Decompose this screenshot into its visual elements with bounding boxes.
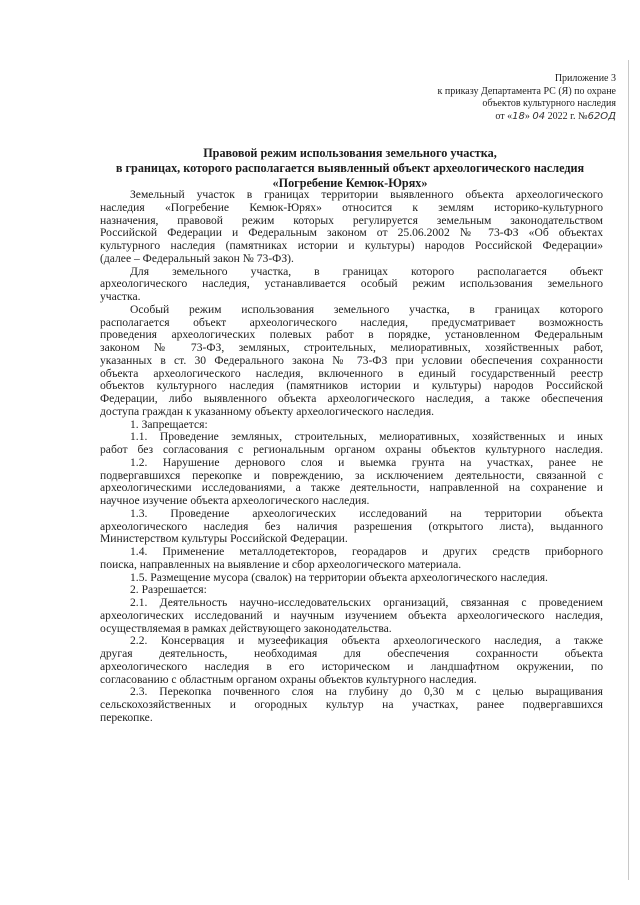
body-line: (далее – Федеральный закон № 73-ФЗ). [100,251,294,265]
body-line: 1.4. Применение металлодетекторов, георадаров и других средств приборного [130,545,603,558]
body-line: научное изучение объекта археологического наследия. [100,494,370,507]
body-line: Особый режим использования земельного участка, в границах которого [130,302,603,316]
body-line: Министерством культуры Российской Федерации. [100,532,348,546]
body-line: археологического наследия в его историческом и ландшафтном окружении, по [100,659,603,673]
annex-date-prefix: от « [495,110,513,122]
body-line: перекопке. [100,710,153,724]
body-line: 2.3. Перекопка почвенного слоя на глубину до 0,30 м с целью выращивания [130,685,603,699]
body-line: культурного наследия (памятниках истории и культуры) народов Российской Федерации» [100,239,603,252]
body-line: работ без согласования с региональным органом охраны объектов культурного наследия. [100,443,603,456]
body-line: Земельный участок в границах территории выявленного объекта археологического [130,188,603,201]
body-line: 1.2. Нарушение дернового слоя и выемка грунта на участках, ранее не [130,455,603,469]
body-line: 1. Запрещается: [130,417,208,431]
body-line: Российской Федерации и Федеральным законом от 25.06.2002 № 73-ФЗ «Об объектах [100,226,603,240]
body-line: Для земельного участка, в границах которого располагается объект [130,264,603,278]
body-line: 2.2. Консервация и музеефикация объекта археологического наследия, а также [130,634,603,648]
body-line: другая деятельность, необходимая для обеспечения сохранности объекта [100,647,603,660]
annex-line-4 [316,111,616,124]
annex-line-2: к приказу Департамента РС (Я) по охране [437,85,616,97]
title-line-2: в границах, которого располагается выявленный объект археологического наследия [115,161,585,175]
body-line: 1.3. Проведение археологических исследований на территории объекта [130,506,603,520]
body-line: объектов культурного наследия (памятников истории и культуры) народов Российской [100,379,603,393]
body-line: участка. [100,290,141,303]
annex-header [316,73,616,123]
body-line: объекта археологического наследия, включенного в единый государственный реестр [100,366,603,380]
annex-line-1: Приложение 3 [554,73,616,84]
title-line-3: «Погребение Кемюк-Юрях» [272,176,428,190]
body-line: 2.1. Деятельность научно-исследовательских организаций, связанная с проведением [130,596,603,609]
annex-date-month: 04 [532,110,546,122]
annex-date-suffix: 2022 г. № [545,110,588,122]
annex-date-day: 18 [512,110,525,122]
body-line: подвергавшихся перекопке и повреждению, за исключением деятельности, связанной с [100,468,603,482]
body-line: археологического наследия, устанавливается особый режим использования земельного [100,277,603,291]
body-line: осуществляемая в рамках действующего законодательства. [100,621,392,635]
body-line: археологических исследований и научным изучением объекта археологического наследия, [100,608,603,622]
document-body [100,189,603,725]
body-line: археологического наследия без наличия разрешения (открытого листа), выданного [100,519,603,533]
body-line: проведения археологических полевых работ в порядке, установленном Федеральным [100,328,603,342]
body-line: 1.1. Проведение земляных, строительных, мелиоративных, хозяйственных и иных [130,430,603,444]
document-title [100,146,600,191]
body-line: назначения, правовой режим которых регулируется земельным законодательством [100,213,603,227]
annex-line-3: объектов культурного наследия [482,98,616,109]
annex-date-mid: » [524,110,533,122]
body-line: поиска, направленных на выявление и сбор археологического материала. [100,557,462,571]
body-line: законом № 73-ФЗ, земляных, строительных, мелиоративных, хозяйственных работ, [100,341,603,354]
body-line: указанных в ст. 30 Федерального закона № 73-ФЗ при условии обеспечения сохранности [100,353,603,367]
body-line: археологическими исследованиями, а также деятельности, направленной на сохранение и [100,481,603,495]
annex-order-number: 62ОД [587,110,616,122]
body-line: доступа граждан к указанному объекту археологического наследия. [100,404,435,418]
body-line: 1.5. Размещение мусора (свалок) на территории объекта археологического наследия. [130,570,548,584]
body-line: наследия «Погребение Кемюк-Юрях» относится к землям историко-культурного [100,200,603,214]
title-line-1: Правовой режим использования земельного участка, [203,146,497,160]
body-line: располагается объект археологического наследия, предусматривает возможность [100,315,603,329]
scan-edge-line [628,60,629,880]
body-line: 2. Разрешается: [130,583,207,597]
body-line: Федерации, либо выявленного объекта археологического наследия, а также обеспечения [100,392,603,405]
body-line: согласованию с областным органом охраны объектов культурного наследия. [100,672,477,686]
body-line: сельскохозяйственных и огородных культур на участках, ранее подвергавшихся [100,698,603,711]
